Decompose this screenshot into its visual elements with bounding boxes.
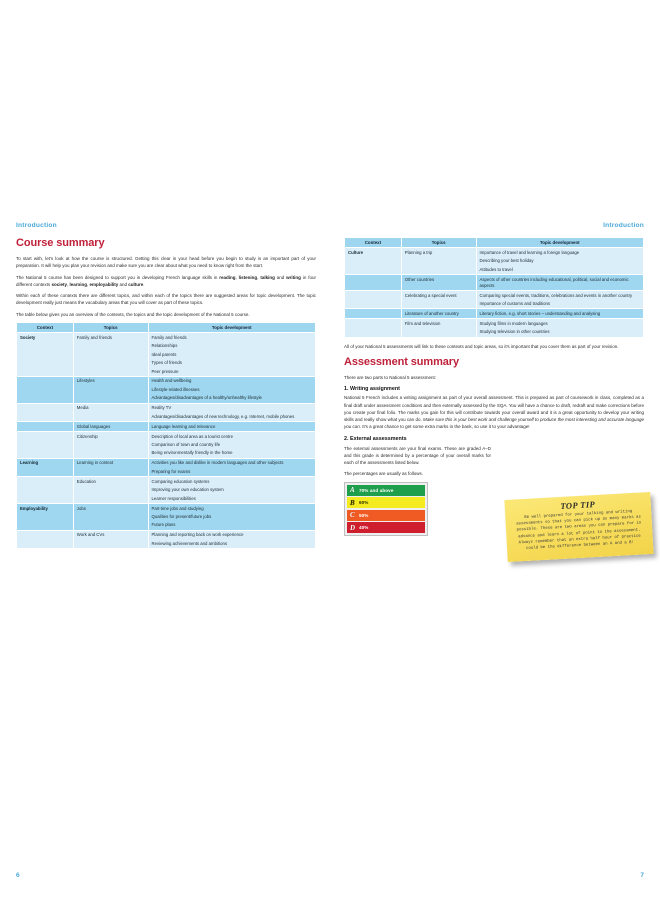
th-context: Context	[17, 322, 74, 332]
cell-topic: Other countries	[401, 275, 476, 291]
paragraph-writing-assignment	[344, 394, 644, 430]
grade-bar-d	[347, 522, 425, 533]
cell-topic-development	[476, 309, 643, 319]
sep6: ,	[86, 281, 90, 287]
grade-percentage-label: 70% and above	[359, 487, 394, 493]
cell-topic: Citizenship	[73, 432, 148, 459]
table-row	[17, 503, 316, 530]
table-row	[345, 290, 644, 308]
cell-topic: Global languages	[73, 422, 148, 432]
grade-letter: C	[350, 511, 355, 520]
development-line: Aspects of other countries including educational, political, social and economic aspects	[479, 276, 629, 288]
development-line: Learner responsibilities	[151, 495, 196, 501]
development-line: Studying television in other countries	[479, 329, 550, 335]
paragraph-percentages-lead: The percentages are usually as follows.	[344, 471, 424, 477]
cell-topic-development	[148, 333, 315, 377]
development-line: Preparing for exams	[151, 468, 191, 474]
development-line: Comparing education systems	[151, 478, 210, 484]
writing-text-b: It's a great chance to get some extra marks in the bank, so use it to your advantage!	[361, 424, 530, 430]
development-line: Types of friends	[151, 360, 182, 366]
grade-percentage-label: 40%	[359, 525, 369, 531]
grade-percentage-label: 60%	[359, 500, 369, 506]
cell-context	[17, 422, 74, 432]
cell-context	[17, 530, 74, 548]
running-head-left: Introduction	[16, 222, 57, 229]
top-tip-title: TOP TIP	[560, 499, 596, 511]
cell-context	[345, 275, 402, 291]
development-line: Reviewing achievements and ambitions	[151, 540, 228, 546]
development-line: Activities you like and dislike in modern languages and other subjects	[151, 460, 284, 466]
cell-context	[345, 309, 402, 319]
cell-context	[345, 319, 402, 337]
development-line: Family and friends	[151, 334, 187, 340]
cell-context	[17, 403, 74, 421]
grade-bar-b	[347, 497, 425, 508]
development-line: Comparing special events, traditions, celebrations and events in another country	[479, 292, 633, 298]
external-assessment-text	[344, 445, 491, 537]
development-line: Planning and reporting back on work experience	[151, 532, 244, 538]
table-row	[17, 403, 316, 421]
development-line: Importance of customs and traditions	[479, 300, 551, 306]
top-tip-note	[504, 492, 653, 562]
cell-topic-development	[476, 319, 643, 337]
paragraph-course-skills	[16, 274, 316, 289]
table-row	[345, 319, 644, 337]
paragraph-intro-1: To start with, let's look at how the course is structured. Getting this clear in your head before you begin to study is an important part of your preparation. It will help you plan your revision and make sure you are clear about what you need to know right from the start.	[16, 256, 316, 269]
book-spread	[0, 216, 660, 879]
grade-letter: B	[350, 498, 355, 507]
development-line: Reality TV	[151, 405, 172, 411]
top-tip-body: Be well prepared for your talking and writing assessments so that you can pick up as many marks as possible. These are two areas you can prepare for in advance and learn a lot of point to the assessment. Always remember that an extra half hour of practice could be the difference between an A and a B!	[516, 510, 642, 551]
page-number-left: 6	[16, 872, 20, 879]
grade-bar-a	[347, 485, 425, 496]
grade-letter: A	[350, 486, 355, 495]
cell-topic-development	[148, 477, 315, 504]
cell-context	[17, 376, 74, 403]
development-line: Qualities for present/future jobs	[151, 513, 212, 519]
cell-topic: Literature of another country	[401, 309, 476, 319]
table-row	[17, 422, 316, 432]
development-line: Literary fiction, e.g. short stories – understanding and analysing	[479, 310, 601, 316]
th-topics-r: Topics	[401, 238, 476, 248]
table-row	[17, 477, 316, 504]
development-line: Describing your best holiday	[479, 258, 534, 264]
text-society: society	[51, 281, 67, 287]
page-title-course-summary: Course summary	[16, 237, 105, 249]
cell-topic-development	[148, 458, 315, 476]
cell-topic-development	[476, 248, 643, 275]
grade-letter: D	[350, 523, 356, 532]
grade-percentage-chart	[344, 482, 428, 537]
cell-topic-development	[148, 432, 315, 459]
development-line: Importance of travel and learning a foreign language	[479, 249, 580, 255]
cell-topic-development	[148, 530, 315, 548]
page-number-right: 7	[640, 872, 644, 879]
paragraph-external-assessments: The external assessments are your final exams. These are graded A–D and this grade is determined by a percentage of your overall marks for each of the assessments listed below.	[344, 445, 491, 466]
text-writing: writing	[286, 274, 301, 280]
text-culture: culture	[128, 281, 144, 287]
cell-topic: Jobs	[73, 503, 148, 530]
cell-topic: Family and friends	[73, 333, 148, 377]
th-topics: Topics	[73, 322, 148, 332]
subheading-writing-assignment: 1. Writing assignment	[344, 386, 400, 393]
cell-topic-development	[148, 422, 315, 432]
th-context-r: Context	[345, 238, 402, 248]
cell-topic: Celebrating a special event	[401, 290, 476, 308]
paragraph-intro-2: Within each of these contexts there are different topics, and within each of the topics there are suggested areas for topic development. The topic development really just means the vocabulary areas that you will cover as part of these topics.	[16, 293, 316, 306]
cell-topic-development	[476, 290, 643, 308]
cell-topic: Media	[73, 403, 148, 421]
text-learning: learning	[69, 281, 87, 287]
cell-topic-development	[148, 403, 315, 421]
cell-topic: Education	[73, 477, 148, 504]
development-line: Comparison of town and country life	[151, 442, 221, 447]
table-body-right	[345, 248, 644, 337]
sep2: ,	[257, 274, 261, 280]
table-header-right	[345, 238, 644, 248]
text-talking: talking	[260, 274, 275, 280]
subheading-external-assessments: 2. External assessments	[344, 435, 407, 442]
table-row	[17, 432, 316, 459]
running-head-right: Introduction	[603, 222, 644, 229]
th-topic-dev-r: Topic development	[476, 238, 643, 248]
text-listening: listening	[238, 274, 258, 280]
development-line: Language learning and relevance	[151, 423, 216, 429]
sep5: ,	[66, 281, 70, 287]
cell-context	[345, 290, 402, 308]
cell-topic-development	[476, 275, 643, 291]
writing-text-a: National 5 French includes a writing assignment as part of your overall assessment. This is prepared as part of coursework in class, completed as a final draft under assessment conditions and then externally assessed by the SQA. You will have a chance to draft, redraft and make corrections before you create your final folio. The marks you gain for this will contribute towards your overall award and it is a great opportunity to develop your writing skills and really show what you can do.	[344, 395, 644, 423]
development-line: Peer pressure	[151, 368, 179, 374]
table-row	[345, 309, 644, 319]
development-line: Being environmentally friendly in the home	[151, 450, 233, 456]
cell-topic-development	[148, 376, 315, 403]
development-line: Advantages/disadvantages of new technology, e.g. Internet, mobile phones	[151, 413, 295, 419]
table-row	[17, 458, 316, 476]
grade-bar-c	[347, 510, 425, 521]
development-line: Improving your own education system	[151, 487, 224, 493]
sep3: and	[274, 274, 287, 280]
table-row	[345, 248, 644, 275]
table-row	[17, 376, 316, 403]
paragraph-two-parts: There are two parts to National 5 assessment:	[344, 374, 437, 380]
sep4: in four different contexts	[16, 274, 316, 287]
text-lead: The National 5 course has been designed to support you in developing French language skills in	[16, 274, 220, 280]
development-line: Studying films in modern languages	[479, 320, 548, 326]
table-body-left	[17, 333, 316, 549]
paragraph-assessments-link: All of your National 5 assessments will link to these contexts and topic areas, so it's important that you cover them as part of your revision.	[344, 343, 619, 349]
development-line: Ideal parents	[151, 351, 177, 357]
cell-context	[17, 477, 74, 504]
development-line: Lifestyle-related illnesses	[151, 386, 200, 392]
cell-context: Employability	[17, 503, 74, 530]
grade-percentage-label: 50%	[359, 512, 369, 518]
text-reading: reading	[219, 274, 236, 280]
cell-topic-development	[148, 503, 315, 530]
development-line: Description of local area as a tourist centre	[151, 433, 233, 439]
th-topic-dev: Topic development	[148, 322, 315, 332]
table-row	[345, 275, 644, 291]
cell-context: Society	[17, 333, 74, 377]
cell-topic: Work and CVs	[73, 530, 148, 548]
cell-context: Culture	[345, 248, 402, 275]
left-page	[0, 216, 330, 879]
table-row	[17, 530, 316, 548]
contexts-table-right	[344, 237, 644, 338]
cell-topic: Planning a trip	[401, 248, 476, 275]
writing-text-italic: Make sure this is your best work and challenge yourself to produce the most interesting and accurate language you can.	[344, 417, 644, 430]
development-line: Advantages/disadvantages of a healthy/unhealthy lifestyle	[151, 395, 262, 401]
development-line: Relationships	[151, 343, 178, 349]
paragraph-intro-3: The table below gives you an overview of the contexts, the topics and the topic development of the National 5 course.	[16, 311, 250, 317]
contexts-table-left	[16, 322, 316, 549]
right-page	[330, 216, 660, 879]
cell-topic: Learning in context	[73, 458, 148, 476]
cell-topic: Lifestyles	[73, 376, 148, 403]
development-line: Future plans	[151, 522, 176, 528]
cell-context: Learning	[17, 458, 74, 476]
cell-context	[17, 432, 74, 459]
cell-topic: Film and television	[401, 319, 476, 337]
table-row	[17, 333, 316, 377]
table-header-left	[17, 322, 316, 332]
page-title-assessment-summary: Assessment summary	[344, 355, 459, 368]
development-line: Attitudes to travel	[479, 266, 513, 272]
development-line: Part-time jobs and studying	[151, 505, 204, 511]
sep7: and	[118, 281, 129, 287]
sep8: .	[143, 281, 145, 287]
text-employability: employability	[89, 281, 119, 287]
sep1: ,	[235, 274, 239, 280]
development-line: Health and wellbeing	[151, 378, 192, 384]
